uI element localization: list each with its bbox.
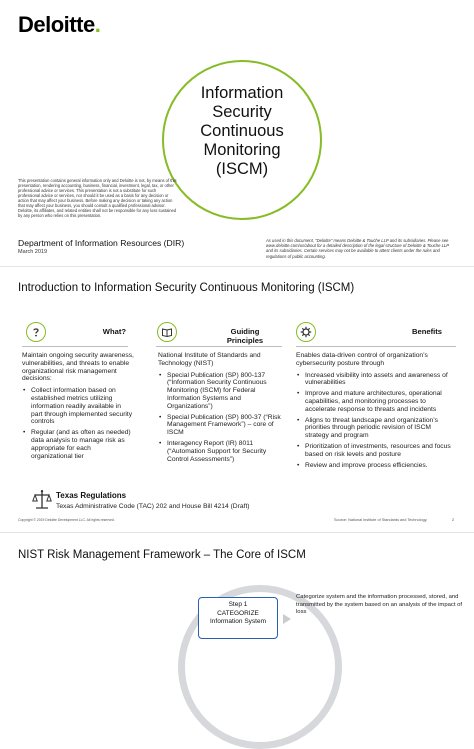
column-benefits — [296, 352, 456, 472]
cover-title-line: Information — [200, 84, 284, 102]
presentation-date: March 2019 — [18, 249, 48, 255]
cover-title-line: (ISCM) — [215, 160, 269, 178]
column-intro: Enables data-driven control of organization’s cybersecurity posture through — [296, 352, 428, 367]
column-guiding-principles — [158, 352, 282, 466]
column-heading-guiding-principles: Guiding Principles — [226, 327, 264, 345]
slide-divider — [0, 266, 474, 267]
list-item: • Increased visibility into assets and awareness of vulnerabilities — [305, 372, 456, 388]
column-heading-what: What? — [102, 327, 126, 336]
slide-title: NIST Risk Management Framework – The Core of ISCM — [18, 549, 306, 561]
department-name: Department of Information Resources (DIR) — [18, 238, 185, 248]
column-heading-benefits: Benefits — [412, 327, 442, 336]
column-rule — [156, 346, 282, 347]
list-item: • Special Publication (SP) 800-137 (“Information Security Continuous Monitoring (ISCM) for Federal Information Systems and Organizations”) — [167, 372, 282, 411]
arrow-right-icon — [282, 612, 292, 630]
deloitte-logo: Deloitte. — [18, 12, 101, 37]
step-description: Categorize system and the information processed, stored, and transmitted by the system based on an analysis of the impact of loss — [296, 594, 463, 616]
column-what — [22, 352, 134, 463]
column-intro: National Institute of Standards and Technology (NIST) — [158, 352, 261, 367]
texas-heading: Texas Regulations — [56, 491, 127, 500]
copyright-text: Copyright © 2019 Deloitte Development LLC. All rights reserved. — [18, 518, 115, 522]
list-item: • Collect information based on established metrics utilizing information readily available in part through implemented security controls — [31, 387, 134, 426]
cover-title-line: Monitoring — [203, 141, 281, 159]
column-rule — [22, 346, 128, 347]
cover-title-line: Security — [212, 103, 272, 121]
scales-icon — [32, 489, 52, 516]
question-icon — [26, 322, 46, 342]
texas-regulations-text: Texas Administrative Code (TAC) 202 and House Bill 4214 (Draft) — [56, 503, 250, 510]
cover-title-line: Continuous — [200, 122, 284, 140]
rmf-step-categorize — [198, 597, 278, 639]
list-item: • Improve and mature architectures, operational capabilities, and monitoring processes to accelerate response to threats and incidents — [305, 390, 456, 413]
list-item: • Special Publication (SP) 800-37 (“Risk Management Framework”) – core of ISCM — [167, 414, 282, 437]
column-rule — [296, 346, 456, 347]
list-item: • Prioritization of investments, resources and focus based on risk levels and posture — [305, 443, 456, 459]
legal-note: As used in this document, "Deloitte" means Deloitte & Touche LLP and its subsidiaries. Please see www.deloitte.com/us/about for a detailed description of the legal structure of Deloitte & Touche LLP and its subsidiaries. Certain services may not be available to attest clients under the rules and regulations of public accounting. — [266, 238, 449, 259]
disclaimer-text: This presentation contains general information only and Deloitte is not, by means of this presentation, rendering accounting, business, financial, investment, legal, tax, or other professional advice or services. This presentation is not a substitute for such professional advice or services, nor should it be used as a basis for any decision or action that may affect your business. Before making any decision or taking any action that may affect your business, you should consult a qualified professional advisor. Deloitte, its affiliates, and related entities shall not be responsible for any loss sustained by any person who relies on this presentation. — [18, 178, 177, 218]
slide-divider — [0, 532, 474, 533]
page-number: 2 — [452, 518, 455, 522]
step-subject: Information System — [210, 618, 266, 626]
book-icon — [157, 322, 177, 342]
cover-title — [162, 84, 322, 179]
column-intro: Maintain ongoing security awareness, vulnerabilities, and threats to enable organizational risk management decisions: — [22, 352, 134, 383]
gear-icon — [296, 322, 316, 342]
list-item: • Aligns to threat landscape and organization’s priorities through periodic revision of ISCM strategy and program — [305, 417, 456, 440]
list-item: • Interagency Report (IR) 8011 (“Automation Support for Security Control Assessments”) — [167, 440, 282, 463]
step-label: Step 1 — [228, 601, 248, 608]
list-item: • Regular (and as often as needed) data analysis to manage risk as appropriate for each organizational tier — [31, 429, 134, 460]
step-name: CATEGORIZE — [217, 609, 259, 617]
source-text: Source: National Institute of Standards and Technology. — [334, 518, 428, 522]
slide-title: Introduction to Information Security Continuous Monitoring (ISCM) — [18, 282, 355, 294]
list-item: • Review and improve process efficiencies. — [305, 462, 456, 470]
